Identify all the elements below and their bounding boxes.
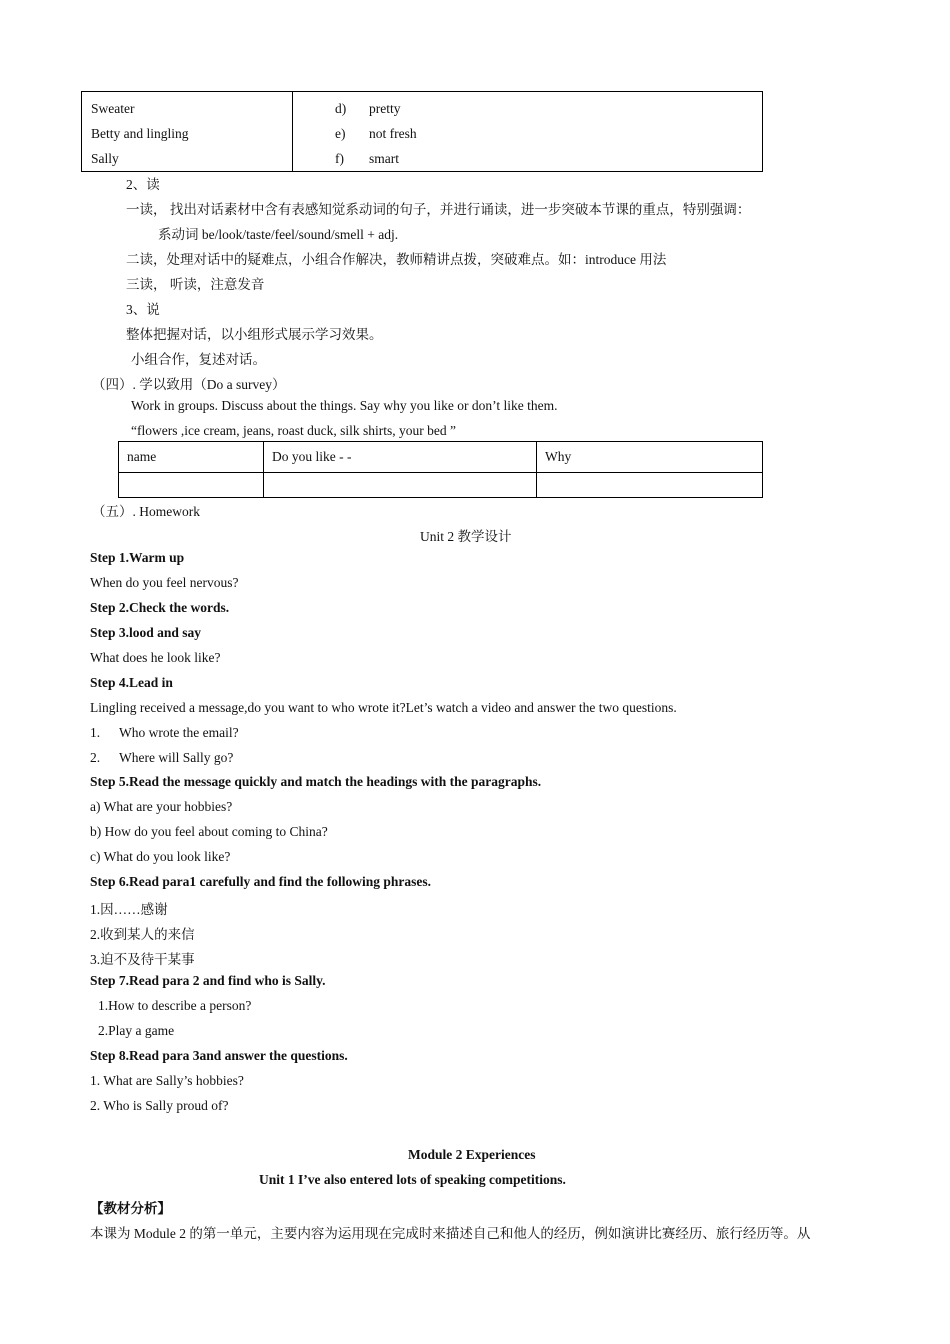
analysis-heading: 【教材分析】	[90, 1201, 171, 1216]
matching-right-item: pretty	[369, 101, 401, 116]
step-line: What does he look like?	[90, 650, 221, 665]
read-formula: 系动词 be/look/taste/feel/sound/smell + adj.	[158, 227, 399, 242]
analysis-text: 本课为 Module 2 的第一单元，主要内容为运用现在完成时来描述自己和他人的经历，例如演讲比赛经历、旅行经历等。从	[90, 1226, 811, 1241]
survey-table	[118, 441, 763, 498]
survey-items: “flowers ,ice cream, jeans, roast duck, silk shirts, your bed ”	[131, 423, 457, 438]
step-line: 2. Who is Sally proud of?	[90, 1098, 229, 1113]
step-line: 1. What are Sally’s hobbies?	[90, 1073, 244, 1088]
step-title: Step 6.Read para1 carefully and find the following phrases.	[90, 874, 432, 889]
table-row	[119, 442, 763, 473]
step-title: Step 7.Read para 2 and find who is Sally.	[90, 973, 326, 988]
speak-heading: 3、说	[126, 302, 160, 317]
matching-right-item: smart	[369, 151, 399, 166]
question-text: Where will Sally go?	[119, 750, 234, 765]
matching-table	[81, 91, 763, 172]
matching-left-item: Sally	[91, 151, 119, 166]
table-header-why: Why	[537, 442, 763, 473]
speak-line: 小组合作，复述对话。	[131, 352, 266, 367]
unit2-title: Unit 2 教学设计	[420, 529, 512, 544]
module-title: Module 2 Experiences	[408, 1147, 536, 1162]
matching-letter: d)	[335, 101, 347, 116]
matching-letter: f)	[335, 151, 344, 166]
step-title: Step 2.Check the words.	[90, 600, 230, 615]
step-line: a) What are your hobbies?	[90, 799, 233, 814]
table-cell	[264, 473, 537, 498]
module-unit-title: Unit 1 I’ve also entered lots of speaking competitions.	[259, 1172, 566, 1187]
read-first: 一读， 找出对话素材中含有表感知觉系动词的句子，并进行诵读，进一步突破本节课的重点，特别强调：	[126, 202, 751, 217]
read-second: 二读，处理对话中的疑难点，小组合作解决，教师精讲点拨，突破难点。如：introduce 用法	[126, 252, 667, 267]
question-text: Who wrote the email?	[119, 725, 239, 740]
step-line: 2.Play a game	[98, 1023, 175, 1038]
step-title: Step 3.lood and say	[90, 625, 202, 640]
speak-line: 整体把握对话，以小组形式展示学习效果。	[126, 327, 383, 342]
step-title: Step 4.Lead in	[90, 675, 173, 690]
step-title: Step 5.Read the message quickly and match the headings with the paragraphs.	[90, 774, 542, 789]
matching-letter: e)	[335, 126, 346, 141]
step-line: c) What do you look like?	[90, 849, 231, 864]
question-number: 2.	[90, 750, 101, 765]
step-line: Lingling received a message,do you want to who wrote it?Let’s watch a video and answer the two questions.	[90, 700, 677, 715]
table-cell	[119, 473, 264, 498]
step-title: Step 8.Read para 3and answer the questions.	[90, 1048, 348, 1063]
step-line: 1.How to describe a person?	[98, 998, 252, 1013]
step-line: When do you feel nervous?	[90, 575, 239, 590]
homework-heading: （五）. Homework	[92, 504, 200, 519]
matching-left-item: Betty and lingling	[91, 126, 189, 141]
matching-right-column	[293, 92, 763, 172]
step-line: 2.收到某人的来信	[90, 927, 195, 942]
survey-instruction: Work in groups. Discuss about the things. Say why you like or don’t like them.	[131, 398, 558, 413]
matching-right-item: not fresh	[369, 126, 417, 141]
read-heading: 2、读	[126, 177, 160, 192]
table-header-name: name	[119, 442, 264, 473]
matching-left-column	[82, 92, 293, 172]
step-line: 1.因……感谢	[90, 902, 168, 917]
step-line: b) How do you feel about coming to China?	[90, 824, 328, 839]
question-number: 1.	[90, 725, 101, 740]
survey-heading: （四）. 学以致用（Do a survey）	[92, 377, 286, 392]
table-header-like: Do you like - -	[264, 442, 537, 473]
table-cell	[537, 473, 763, 498]
matching-left-item: Sweater	[91, 101, 135, 116]
step-line: 3.迫不及待干某事	[90, 952, 195, 967]
read-third: 三读， 听读，注意发音	[126, 277, 265, 292]
step-title: Step 1.Warm up	[90, 550, 185, 565]
table-row	[119, 473, 763, 498]
